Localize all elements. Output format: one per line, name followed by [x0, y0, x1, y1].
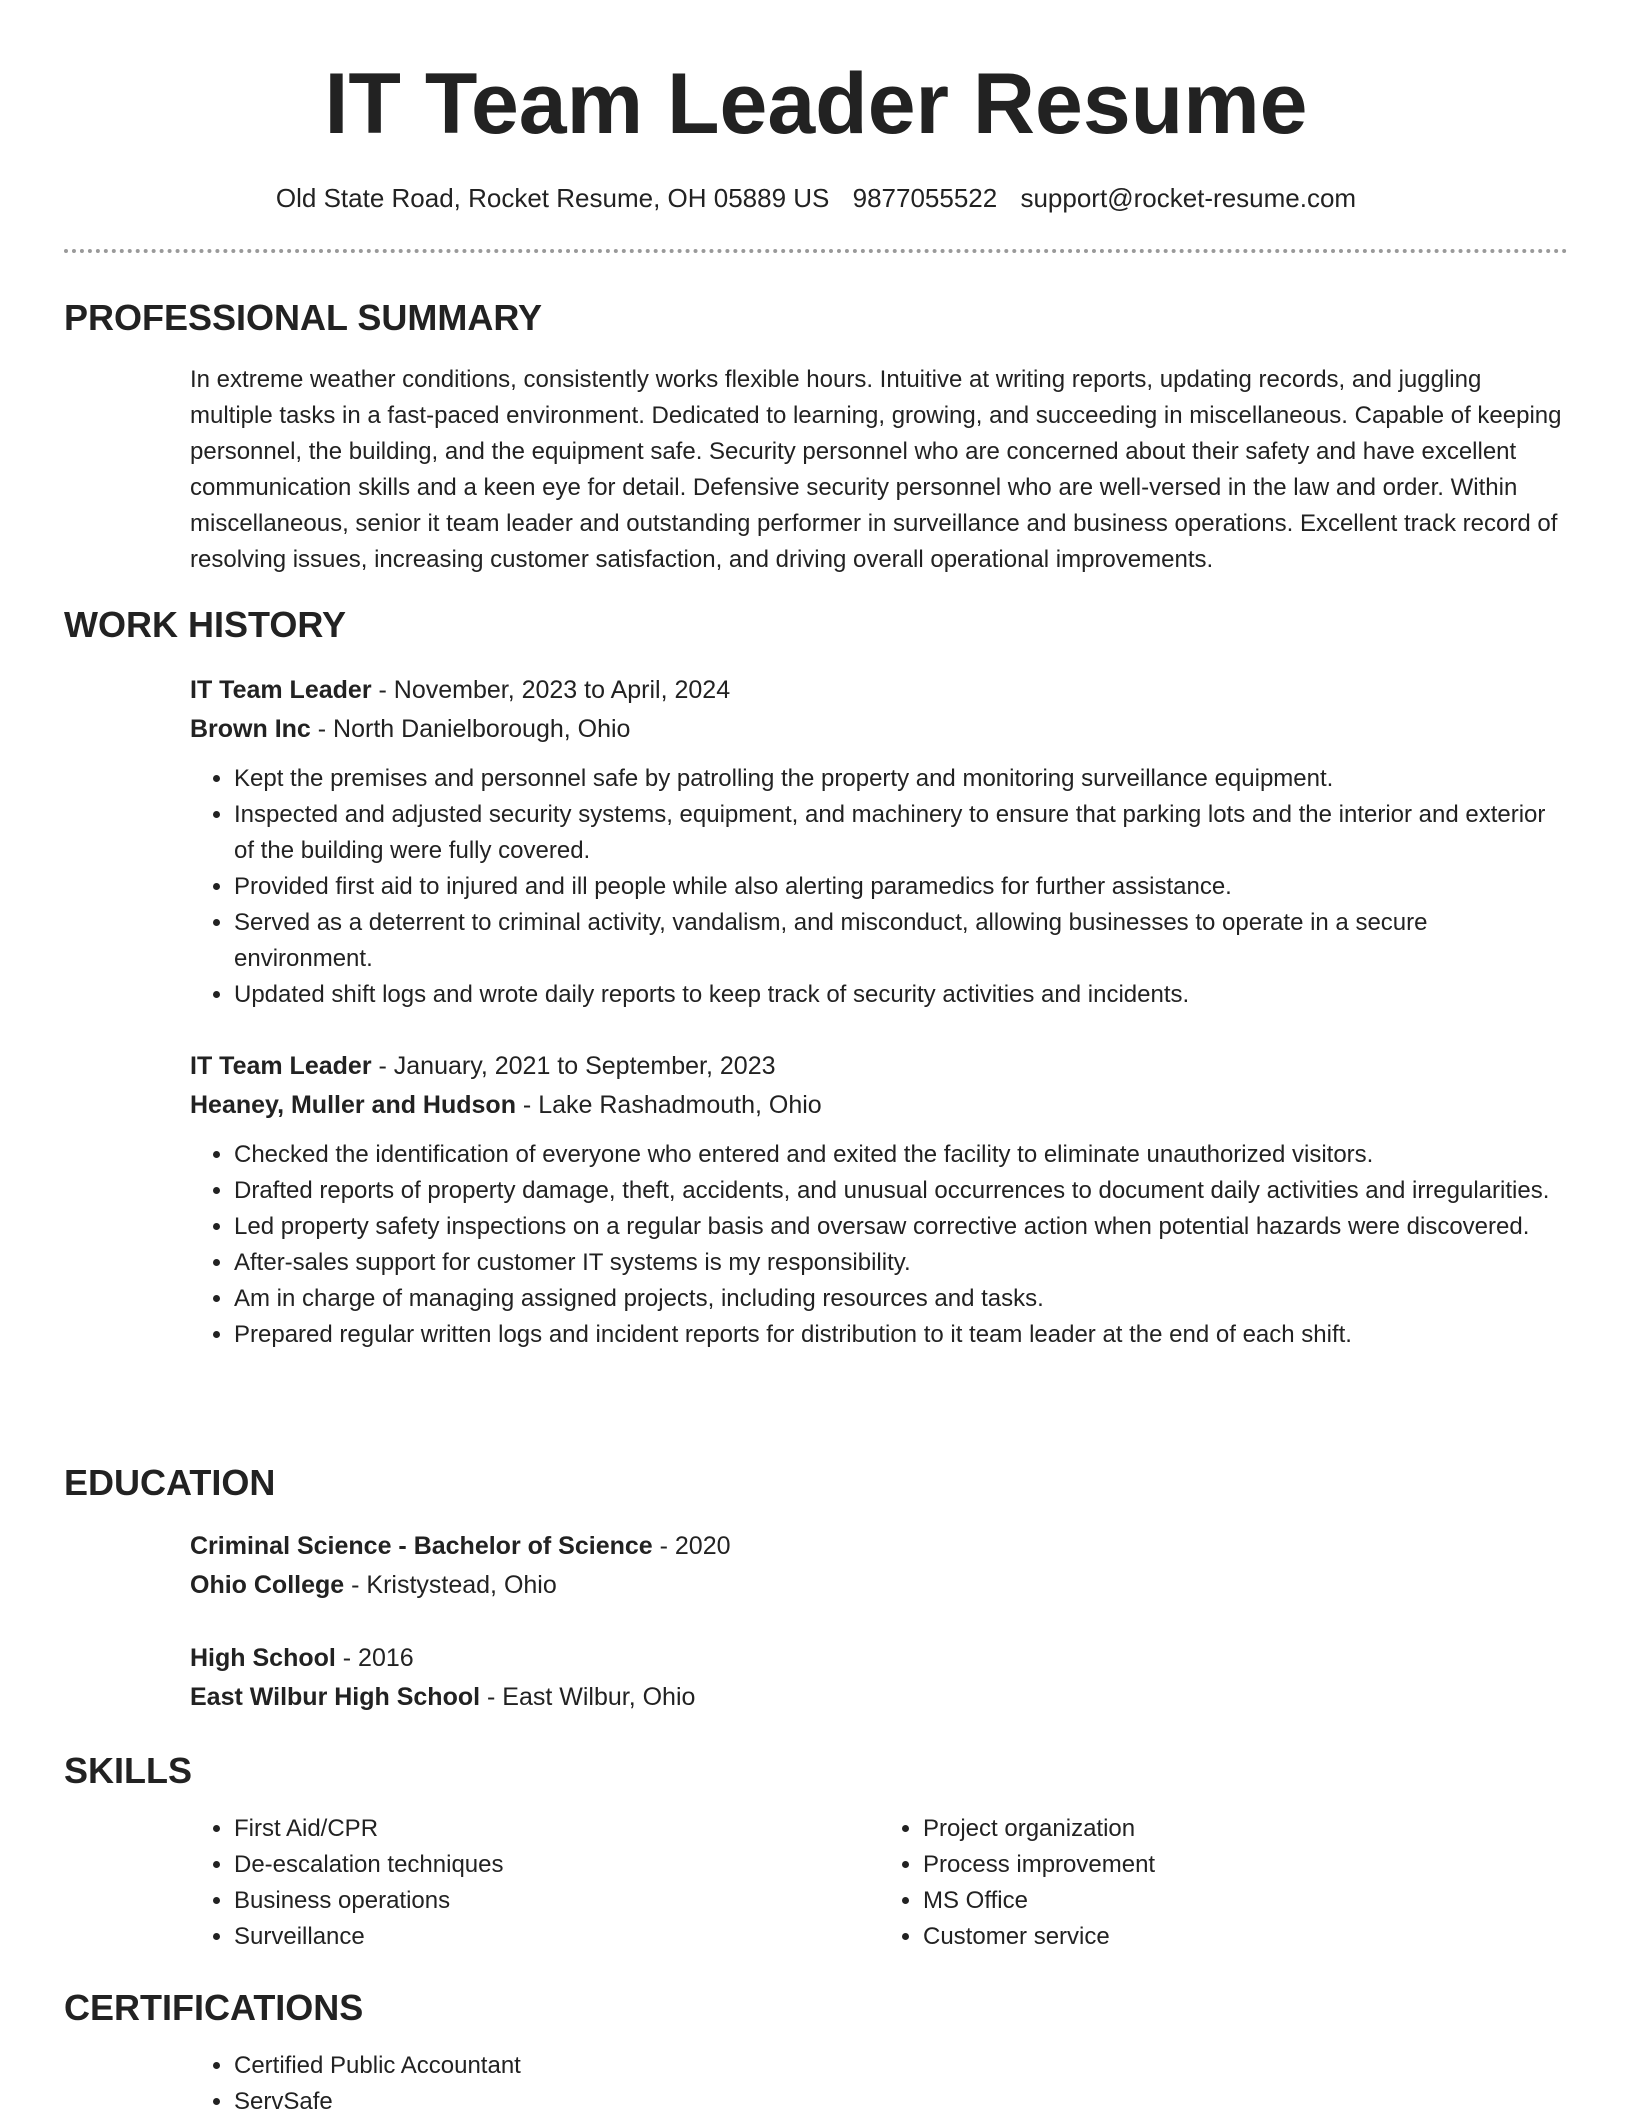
- skill-item: • Customer service: [923, 1919, 1568, 1955]
- header-divider: [64, 249, 1568, 253]
- contact-email: support@rocket-resume.com: [1020, 183, 1357, 213]
- work-history-heading: WORK HISTORY: [64, 604, 347, 645]
- school-line: [190, 1678, 1568, 1717]
- job-company: Brown Inc: [190, 715, 311, 743]
- skills-heading: SKILLS: [64, 1750, 193, 1791]
- skills-columns: [190, 1811, 1568, 1955]
- job-bullet: • Am in charge of managing assigned projects, including resources and tasks.: [234, 1281, 1568, 1317]
- skill-item: • Surveillance: [234, 1919, 879, 1955]
- job-company: Heaney, Muller and Hudson: [190, 1091, 516, 1119]
- skills-section: [64, 1749, 1568, 1955]
- job-bullets: [190, 761, 1568, 1013]
- skill-item: • Process improvement: [923, 1847, 1568, 1883]
- degree-line: [190, 1639, 1568, 1678]
- job-dates: - November, 2023 to April, 2024: [371, 676, 731, 704]
- summary-text: In extreme weather conditions, consistently works flexible hours. Intuitive at writing reports, updating records, and juggling multiple tasks in a fast-paced environment. Dedicated to learning, growing, and succeeding in miscellaneous. Capable of keeping personnel, the building, and the equipment safe. Security personnel who are concerned about their safety and have excellent communication skills and a keen eye for detail. Defensive security personnel who are well-versed in the law and order. Within miscellaneous, senior it team leader and outstanding performer in surveillance and business operations. Excellent track record of resolving issues, increasing customer satisfaction, and driving overall operational improvements.: [190, 366, 1562, 573]
- job-location: - Lake Rashadmouth, Ohio: [515, 1091, 822, 1119]
- skill-item: • MS Office: [923, 1883, 1568, 1919]
- education-entry: [190, 1639, 1568, 1717]
- work-history-section: [64, 603, 1568, 1353]
- certifications-heading: CERTIFICATIONS: [64, 1987, 364, 2028]
- certification-item: • ServSafe: [234, 2084, 1568, 2120]
- job-bullets: [190, 1137, 1568, 1353]
- job-title-line: [190, 671, 1568, 710]
- school-line: [190, 1566, 1568, 1605]
- job-dates: - January, 2021 to September, 2023: [371, 1052, 776, 1080]
- resume-title: IT Team Leader Resume: [324, 56, 1308, 152]
- job-bullet: • Drafted reports of property damage, theft, accidents, and unusual occurrences to document daily activities and irregularities.: [234, 1173, 1568, 1209]
- school-name: Ohio College: [190, 1571, 345, 1599]
- job-bullet: • Inspected and adjusted security systems, equipment, and machinery to ensure that parking lots and the interior and exterior of the building were fully covered.: [234, 797, 1568, 869]
- job-company-line: [190, 710, 1568, 749]
- job-bullet: • Checked the identification of everyone who entered and exited the facility to eliminate unauthorized visitors.: [234, 1137, 1568, 1173]
- degree-name: High School: [190, 1644, 336, 1672]
- degree-name: Criminal Science - Bachelor of Science: [190, 1532, 653, 1560]
- education-entry: [190, 1527, 1568, 1605]
- job-entry: [190, 1047, 1568, 1353]
- education-section: [64, 1461, 1568, 1717]
- degree-year: - 2020: [652, 1532, 731, 1560]
- skill-item: • De-escalation techniques: [234, 1847, 879, 1883]
- school-location: - East Wilbur, Ohio: [480, 1683, 696, 1711]
- job-bullet: • After-sales support for customer IT systems is my responsibility.: [234, 1245, 1568, 1281]
- degree-line: [190, 1527, 1568, 1566]
- job-bullet: • Led property safety inspections on a regular basis and oversaw corrective action when potential hazards were discovered.: [234, 1209, 1568, 1245]
- skill-item: • Project organization: [923, 1811, 1568, 1847]
- job-bullet: • Provided first aid to injured and ill people while also alerting paramedics for further assistance.: [234, 869, 1568, 905]
- contact-address: Old State Road, Rocket Resume, OH 05889 US: [275, 183, 830, 213]
- job-bullet: • Kept the premises and personnel safe by patrolling the property and monitoring surveillance equipment.: [234, 761, 1568, 797]
- job-company-line: [190, 1086, 1568, 1125]
- degree-year: - 2016: [335, 1644, 414, 1672]
- job-entry: [190, 671, 1568, 1013]
- certification-item: • Certified Public Accountant: [234, 2048, 1568, 2084]
- skills-list-right: [879, 1811, 1568, 1955]
- contact-phone: 9877055522: [852, 183, 998, 213]
- school-name: East Wilbur High School: [190, 1683, 481, 1711]
- summary-heading: PROFESSIONAL SUMMARY: [64, 297, 543, 338]
- job-title: IT Team Leader: [190, 1052, 372, 1080]
- job-title-line: [190, 1047, 1568, 1086]
- job-bullet: • Prepared regular written logs and incident reports for distribution to it team leader at the end of each shift.: [234, 1317, 1568, 1353]
- skills-list-left: [190, 1811, 879, 1955]
- certifications-section: [64, 1986, 1568, 2120]
- certifications-list: [190, 2048, 1568, 2120]
- job-title: IT Team Leader: [190, 676, 372, 704]
- education-heading: EDUCATION: [64, 1462, 276, 1503]
- job-bullet: • Served as a deterrent to criminal activity, vandalism, and misconduct, allowing businesses to operate in a secure environment.: [234, 905, 1568, 977]
- skill-item: • Business operations: [234, 1883, 879, 1919]
- skill-item: • First Aid/CPR: [234, 1811, 879, 1847]
- school-location: - Kristystead, Ohio: [344, 1571, 557, 1599]
- job-bullet: • Updated shift logs and wrote daily reports to keep track of security activities and incidents.: [234, 977, 1568, 1013]
- job-location: - North Danielborough, Ohio: [310, 715, 631, 743]
- summary-section: [64, 296, 1568, 578]
- contact-line: [0, 180, 1632, 216]
